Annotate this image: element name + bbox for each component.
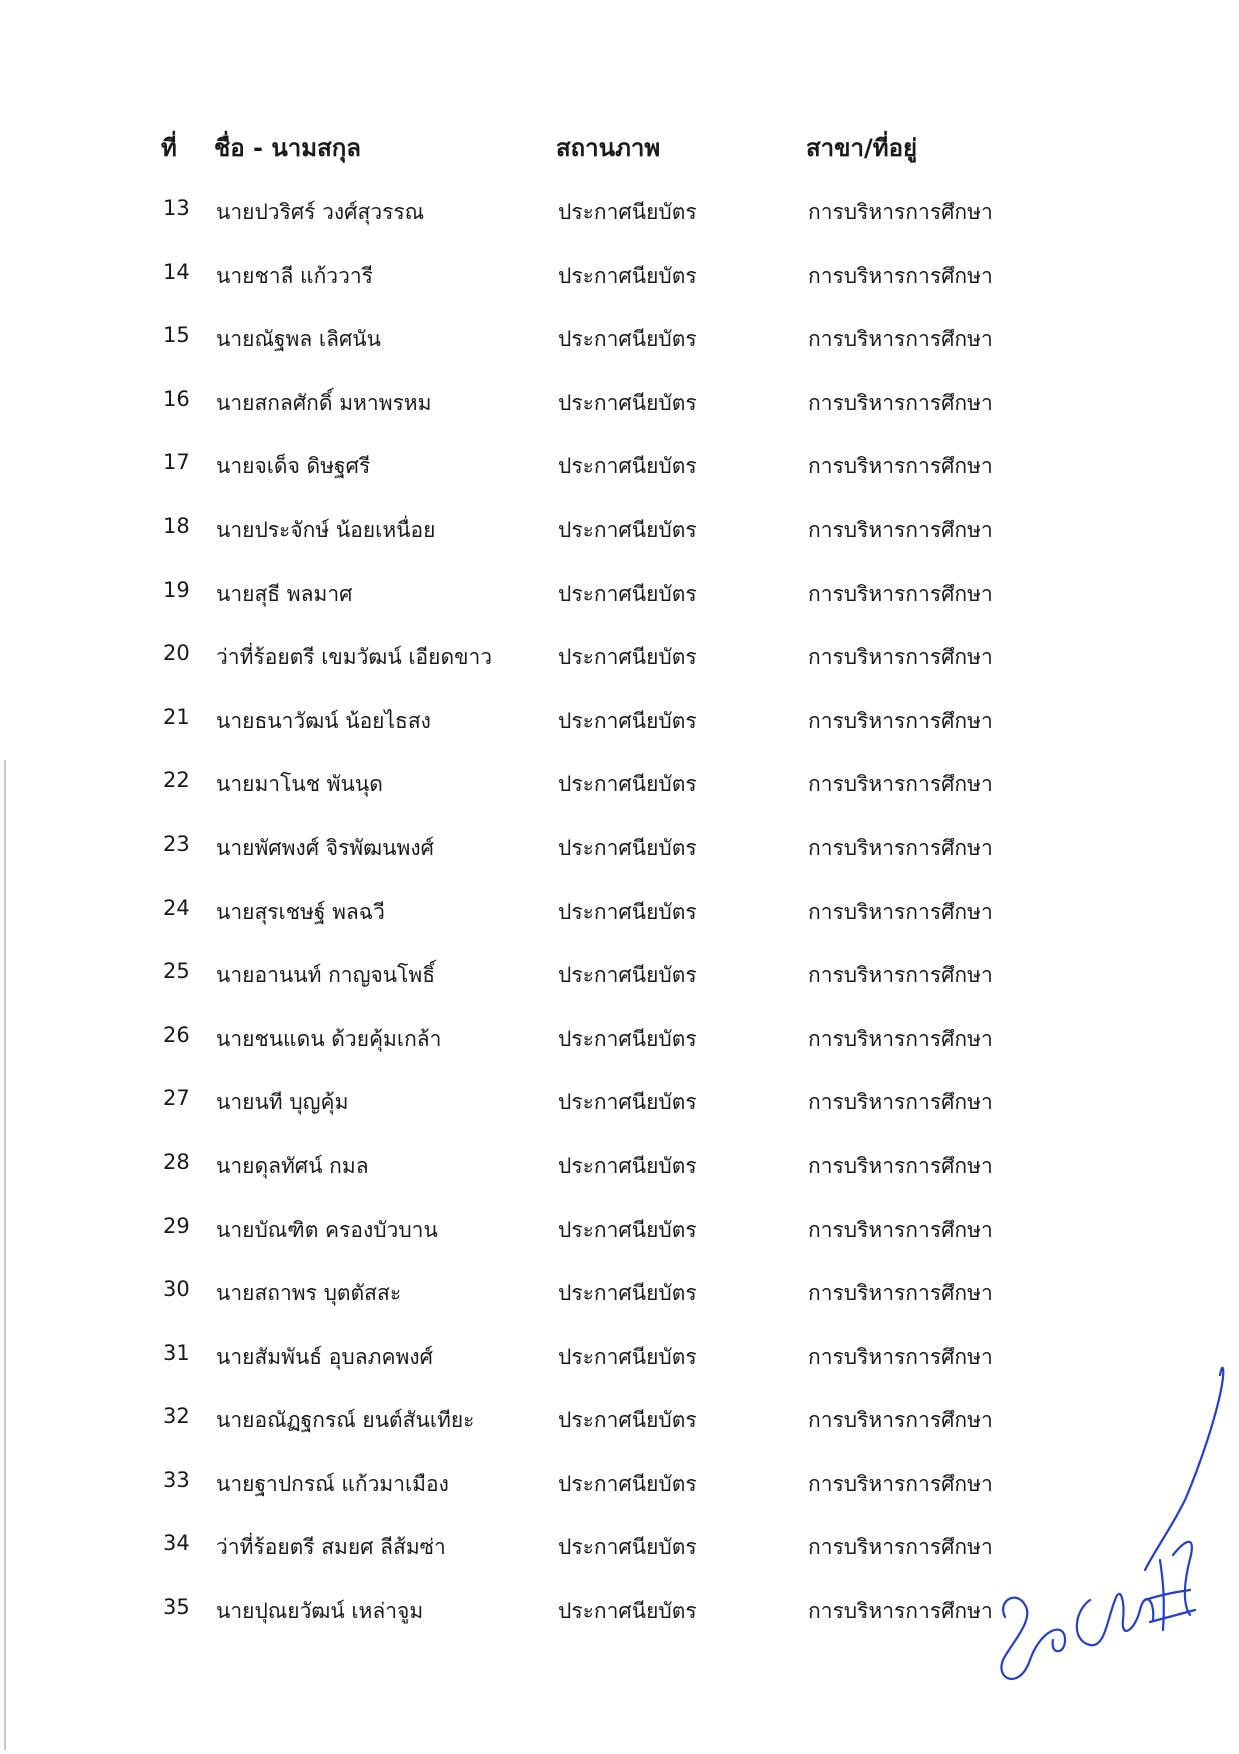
table-row bbox=[0, 196, 1239, 260]
row-number: 30 bbox=[163, 1277, 190, 1302]
row-name: นายดุลทัศน์ กมล bbox=[216, 1153, 369, 1178]
row-name: ว่าที่ร้อยตรี เขมวัฒน์ เอียดขาว bbox=[216, 645, 493, 670]
row-status: ประกาศนียบัตร bbox=[558, 454, 697, 479]
row-status: ประกาศนียบัตร bbox=[558, 390, 697, 415]
row-status: ประกาศนียบัตร bbox=[558, 1090, 697, 1115]
row-number: 21 bbox=[163, 704, 190, 729]
row-branch: การบริหารการศึกษา bbox=[808, 1599, 993, 1624]
row-status: ประกาศนียบัตร bbox=[558, 581, 697, 606]
row-branch: การบริหารการศึกษา bbox=[808, 1217, 993, 1242]
row-number: 23 bbox=[163, 831, 190, 856]
row-branch: การบริหารการศึกษา bbox=[808, 454, 993, 479]
row-status: ประกาศนียบัตร bbox=[558, 835, 697, 860]
row-name: นายปุณยวัฒน์ เหล่าจูม bbox=[216, 1599, 424, 1624]
row-name: นายชาลี แก้ววารี bbox=[216, 263, 373, 288]
table-row bbox=[0, 514, 1239, 578]
row-number: 17 bbox=[163, 450, 190, 475]
row-branch: การบริหารการศึกษา bbox=[808, 263, 993, 288]
row-number: 15 bbox=[163, 323, 190, 348]
row-branch: การบริหารการศึกษา bbox=[808, 963, 993, 988]
row-number: 34 bbox=[163, 1531, 190, 1556]
row-name: นายฐาปกรณ์ แก้วมาเมือง bbox=[216, 1471, 449, 1496]
table-row bbox=[0, 1214, 1239, 1278]
row-name: ว่าที่ร้อยตรี สมยศ ลีส้มซ่า bbox=[216, 1535, 446, 1560]
row-branch: การบริหารการศึกษา bbox=[808, 327, 993, 352]
row-name: นายประจักษ์ น้อยเหนื่อย bbox=[216, 517, 436, 542]
row-branch: การบริหารการศึกษา bbox=[808, 1281, 993, 1306]
table-row bbox=[0, 1150, 1239, 1214]
row-number: 22 bbox=[163, 768, 190, 793]
row-number: 20 bbox=[163, 641, 190, 666]
row-branch: การบริหารการศึกษา bbox=[808, 835, 993, 860]
row-name: นายมาโนช พันนุด bbox=[216, 772, 383, 797]
row-number: 35 bbox=[163, 1595, 190, 1620]
table-row bbox=[0, 387, 1239, 451]
row-number: 28 bbox=[163, 1149, 190, 1174]
row-name: นายสกลศักดิ์ มหาพรหม bbox=[216, 390, 432, 415]
row-branch: การบริหารการศึกษา bbox=[808, 708, 993, 733]
row-branch: การบริหารการศึกษา bbox=[808, 1535, 993, 1560]
row-branch: การบริหารการศึกษา bbox=[808, 581, 993, 606]
row-branch: การบริหารการศึกษา bbox=[808, 645, 993, 670]
row-number: 27 bbox=[163, 1086, 190, 1111]
row-branch: การบริหารการศึกษา bbox=[808, 1090, 993, 1115]
header-status: สถานภาพ bbox=[556, 134, 661, 162]
row-branch: การบริหารการศึกษา bbox=[808, 1408, 993, 1433]
row-status: ประกาศนียบัตร bbox=[558, 963, 697, 988]
row-number: 26 bbox=[163, 1022, 190, 1047]
row-status: ประกาศนียบัตร bbox=[558, 327, 697, 352]
row-name: นายณัฐพล เลิศนัน bbox=[216, 327, 381, 352]
handwritten-signature bbox=[995, 1300, 1225, 1700]
row-number: 32 bbox=[163, 1404, 190, 1429]
header-name: ชื่อ - นามสกุล bbox=[214, 134, 361, 162]
table-row bbox=[0, 959, 1239, 1023]
row-status: ประกาศนียบัตร bbox=[558, 1281, 697, 1306]
row-name: นายอณัฏฐกรณ์ ยนต์สันเทียะ bbox=[216, 1408, 475, 1433]
row-status: ประกาศนียบัตร bbox=[558, 772, 697, 797]
row-status: ประกาศนียบัตร bbox=[558, 1408, 697, 1433]
row-name: นายปวริศร์ วงศ์สุวรรณ bbox=[216, 200, 425, 224]
row-branch: การบริหารการศึกษา bbox=[808, 200, 993, 224]
header-branch: สาขา/ที่อยู่ bbox=[806, 134, 918, 162]
row-branch: การบริหารการศึกษา bbox=[808, 772, 993, 797]
table-row bbox=[0, 641, 1239, 705]
row-status: ประกาศนียบัตร bbox=[558, 645, 697, 670]
row-status: ประกาศนียบัตร bbox=[558, 1344, 697, 1369]
table-row bbox=[0, 578, 1239, 642]
row-number: 31 bbox=[163, 1340, 190, 1365]
row-branch: การบริหารการศึกษา bbox=[808, 390, 993, 415]
row-branch: การบริหารการศึกษา bbox=[808, 1153, 993, 1178]
row-branch: การบริหารการศึกษา bbox=[808, 1344, 993, 1369]
row-branch: การบริหารการศึกษา bbox=[808, 1471, 993, 1496]
row-name: นายบัณฑิต ครองบัวบาน bbox=[216, 1217, 438, 1242]
table-row bbox=[0, 705, 1239, 769]
row-number: 33 bbox=[163, 1467, 190, 1492]
row-number: 13 bbox=[163, 196, 190, 220]
row-name: นายสุธี พลมาศ bbox=[216, 581, 353, 606]
row-name: นายพัศพงศ์ จิรพัฒนพงศ์ bbox=[216, 835, 434, 860]
table-row bbox=[0, 768, 1239, 832]
row-name: นายสุรเชษฐ์ พลฉวี bbox=[216, 899, 385, 924]
table-row bbox=[0, 1023, 1239, 1087]
row-branch: การบริหารการศึกษา bbox=[808, 1026, 993, 1051]
row-status: ประกาศนียบัตร bbox=[558, 1217, 697, 1242]
row-branch: การบริหารการศึกษา bbox=[808, 899, 993, 924]
row-status: ประกาศนียบัตร bbox=[558, 1535, 697, 1560]
table-row bbox=[0, 450, 1239, 514]
row-status: ประกาศนียบัตร bbox=[558, 200, 697, 224]
row-number: 25 bbox=[163, 959, 190, 984]
row-status: ประกาศนียบัตร bbox=[558, 1471, 697, 1496]
row-status: ประกาศนียบัตร bbox=[558, 1153, 697, 1178]
row-number: 24 bbox=[163, 895, 190, 920]
table-row bbox=[0, 832, 1239, 896]
table-header bbox=[0, 128, 1239, 168]
row-status: ประกาศนียบัตร bbox=[558, 1599, 697, 1624]
row-status: ประกาศนียบัตร bbox=[558, 708, 697, 733]
row-number: 29 bbox=[163, 1213, 190, 1238]
table-row bbox=[0, 260, 1239, 324]
row-status: ประกาศนียบัตร bbox=[558, 263, 697, 288]
row-branch: การบริหารการศึกษา bbox=[808, 517, 993, 542]
table-row bbox=[0, 896, 1239, 960]
row-number: 19 bbox=[163, 577, 190, 602]
row-number: 18 bbox=[163, 513, 190, 538]
row-status: ประกาศนียบัตร bbox=[558, 517, 697, 542]
row-status: ประกาศนียบัตร bbox=[558, 899, 697, 924]
row-name: นายชนแดน ด้วยคุ้มเกล้า bbox=[216, 1026, 442, 1051]
row-name: นายอานนท์ กาญจนโพธิ์ bbox=[216, 963, 436, 988]
row-status: ประกาศนียบัตร bbox=[558, 1026, 697, 1051]
table-row bbox=[0, 1086, 1239, 1150]
row-name: นายธนาวัฒน์ น้อยไธสง bbox=[216, 708, 431, 733]
row-name: นายสถาพร บุตตัสสะ bbox=[216, 1281, 402, 1306]
row-number: 14 bbox=[163, 259, 190, 284]
table-row bbox=[0, 323, 1239, 387]
row-name: นายจเด็จ ดิษฐศรี bbox=[216, 454, 371, 479]
row-name: นายนที บุญคุ้ม bbox=[216, 1090, 349, 1115]
row-name: นายสัมพันธ์ อุบลภคพงศ์ bbox=[216, 1344, 433, 1369]
header-no: ที่ bbox=[161, 134, 177, 162]
row-number: 16 bbox=[163, 386, 190, 411]
